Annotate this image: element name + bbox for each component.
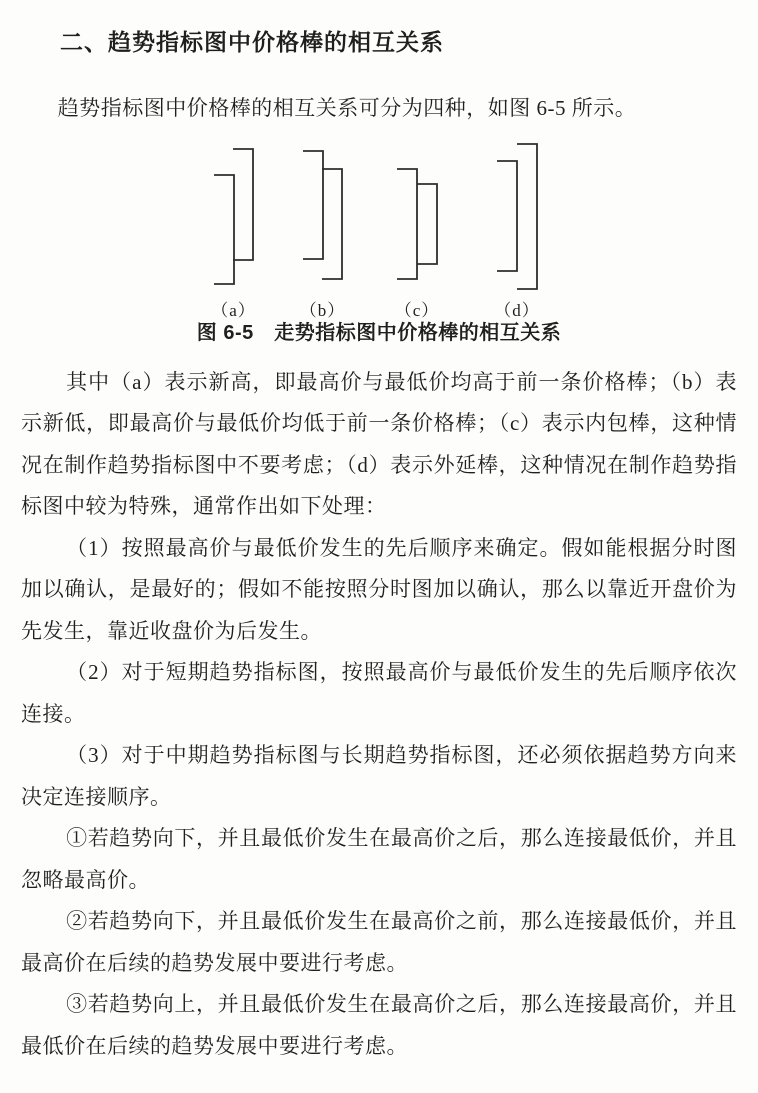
figure-panel-label: （d）: [494, 300, 540, 320]
price-bar-外延棒-next: [517, 144, 537, 289]
body-paragraph: ①若趋势向下，并且最低价发生在最高价之后，那么连接最低价，并且忽略最高价。: [21, 826, 737, 892]
intro-paragraph: 趋势指标图中价格棒的相互关系可分为四种，如图 6-5 所示。: [57, 96, 637, 120]
body-paragraph: （1）按照最高价与最低价发生的先后顺序来确定。假如能根据分时图加以确认，是最好的；假如不能按照分时图加以确认，那么以靠近开盘价为先发生，靠近收盘价为后发生。: [21, 535, 737, 643]
figure-panel-label: （c）: [394, 300, 440, 320]
figure-6-5: [0, 136, 758, 346]
price-bar-新低-next: [322, 169, 342, 279]
body-paragraph: ②若趋势向下，并且最低价发生在最高价之前，那么连接最低价，并且最高价在后续的趋势发展中要进行考虑。: [21, 909, 737, 975]
price-bar-内包棒-prev: [397, 169, 417, 279]
price-bar-外延棒-prev: [497, 161, 517, 271]
book-page: [0, 26, 758, 1093]
body-paragraph: （2）对于短期趋势指标图，按照最高价与最低价发生的先后顺序依次连接。: [21, 660, 737, 726]
price-bar-新高-next: [233, 149, 253, 260]
price-bar-diagram: [0, 136, 758, 296]
price-bar-新低-prev: [303, 151, 323, 259]
price-bar-新高-prev: [214, 175, 234, 284]
body-paragraph: （3）对于中期趋势指标图与长期趋势指标图，还必须依据趋势方向来决定连接顺序。: [21, 743, 737, 809]
figure-panel-label: （b）: [299, 300, 346, 320]
body-paragraph: ③若趋势向上，并且最低价发生在最高价之后，那么连接最高价，并且最低价在后续的趋势发展中要进行考虑。: [21, 992, 737, 1058]
body-paragraph: 其中（a）表示新高，即最高价与最低价均高于前一条价格棒；（b）表示新低，即最高价与最低价均低于前一条价格棒；（c）表示内包棒，这种情况在制作趋势指标图中不要考虑；（d）表示外延棒，这种情况在制作趋势指标图中较为特殊，通常作出如下处理：: [21, 369, 737, 518]
price-bar-内包棒-next: [417, 184, 437, 264]
figure-panel-label: （a）: [211, 300, 256, 320]
figure-caption: 图 6-5 走势指标图中价格棒的相互关系: [196, 321, 562, 344]
figure-labels: [0, 296, 758, 320]
body-paragraphs: [21, 362, 737, 1068]
section-heading: 二、趋势指标图中价格棒的相互关系: [60, 29, 444, 55]
